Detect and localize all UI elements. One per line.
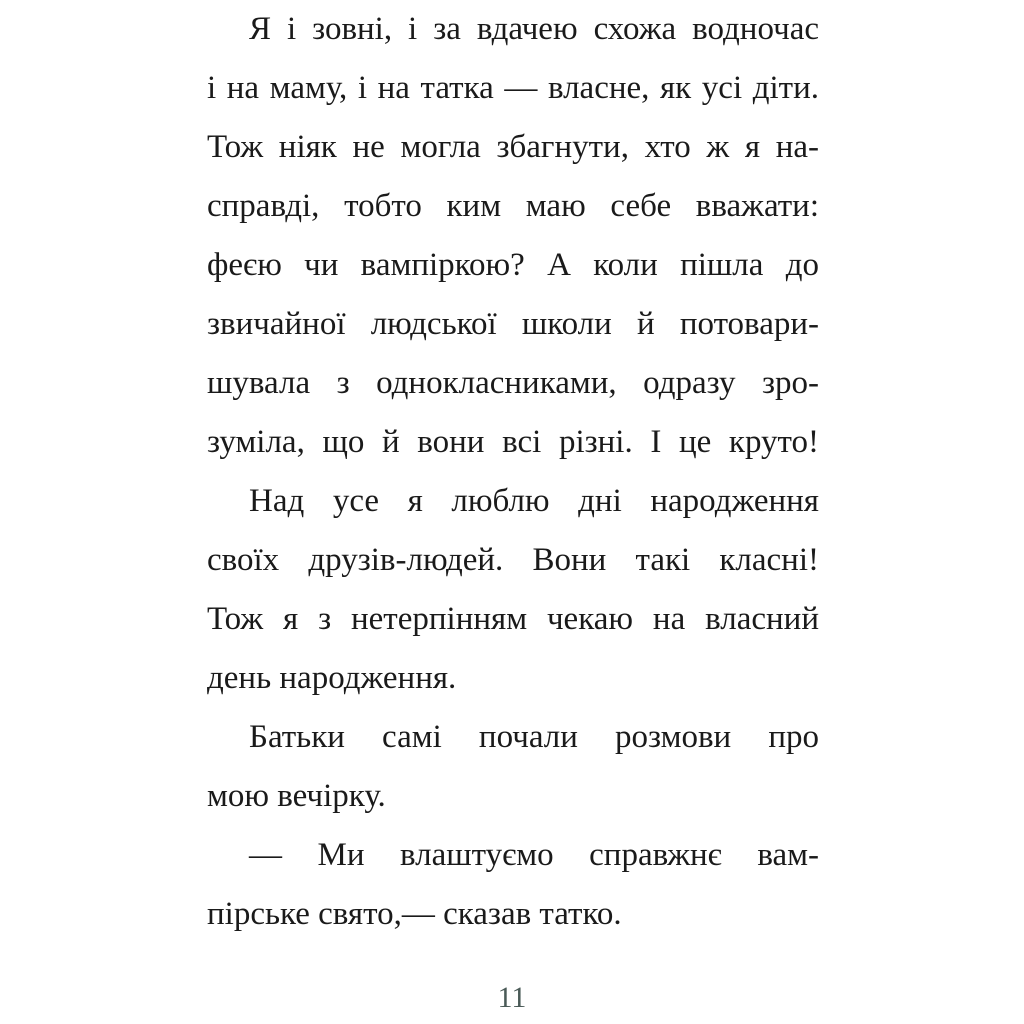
page-number: 11 xyxy=(497,981,527,1014)
text-line-11: Тож я з нетерпінням чекаю на власний xyxy=(207,601,819,637)
text-line-14: мою вечірку. xyxy=(207,778,386,814)
text-line-1: Я і зовні, і за вдачею схожа водночас xyxy=(249,11,819,47)
text-line-12: день народження. xyxy=(207,660,457,696)
text-line-15: — Ми влаштуємо справжнє вам- xyxy=(249,837,819,873)
text-line-13: Батьки самі почали розмови про xyxy=(249,719,819,755)
text-line-10: своїх друзів-людей. Вони такі класні! xyxy=(207,542,819,578)
text-line-5: феєю чи вампіркою? А коли пішла до xyxy=(207,247,819,283)
text-line-8: зуміла, що й вони всі різні. І це круто! xyxy=(207,424,819,460)
text-line-9: Над усе я люблю дні народження xyxy=(249,483,819,519)
text-line-2: і на маму, і на татка — власне, як усі діти. xyxy=(207,70,819,106)
text-line-3: Тож ніяк не могла збагнути, хто ж я на- xyxy=(207,129,819,165)
text-line-16: пірське свято,— сказав татко. xyxy=(207,896,622,932)
text-line-7: шувала з однокласниками, одразу зро- xyxy=(207,365,819,401)
text-line-4: справді, тобто ким маю себе вважати: xyxy=(207,188,819,224)
text-line-6: звичайної людської школи й потовари- xyxy=(207,306,819,342)
